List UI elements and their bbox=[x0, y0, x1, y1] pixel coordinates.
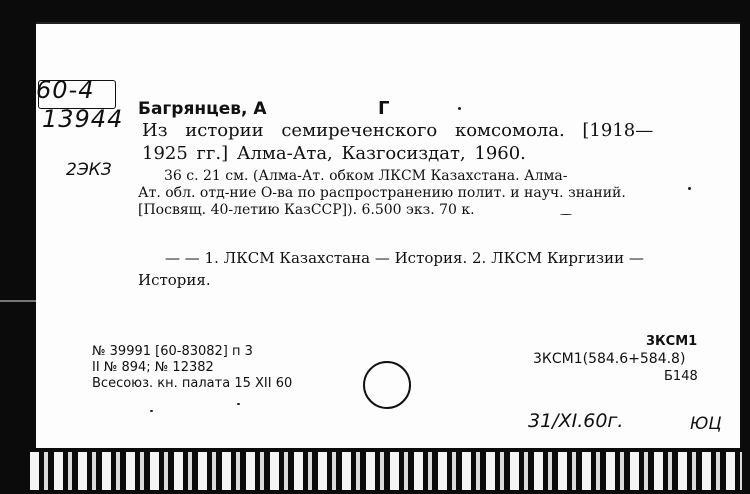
scan-speck bbox=[560, 214, 572, 215]
subject-headings-line-1: — — 1. ЛКСМ Казахстана — История. 2. ЛКСМ Киргизии — bbox=[165, 249, 644, 267]
title-line-2: 1925 гг.] Алма-Ата, Казгосиздат, 1960. bbox=[142, 143, 526, 164]
scan-border-left bbox=[0, 0, 38, 494]
registry-numbers-secondary: II № 894; № 12382 bbox=[92, 360, 214, 375]
classification-code: 3КСМ1 bbox=[646, 334, 698, 349]
scan-speck bbox=[237, 403, 240, 405]
author-name: Багрянцев, А bbox=[138, 99, 267, 119]
author-letter: Г bbox=[378, 98, 390, 119]
handwritten-call-number-top: 60-4 bbox=[36, 76, 95, 104]
film-strip bbox=[30, 452, 742, 490]
scan-speck bbox=[688, 187, 691, 190]
physical-description-line-1: 36 с. 21 см. (Алма-Ат. обком ЛКСМ Казахстана. Алма- bbox=[164, 168, 568, 184]
scan-speck bbox=[150, 410, 153, 412]
scan-speck bbox=[458, 107, 461, 110]
handwritten-copies-code: 2ЭКЗ bbox=[66, 160, 112, 180]
title-line-1: Из истории семиреченского комсомола. [1918— bbox=[142, 120, 654, 141]
author-mark: Б148 bbox=[664, 369, 698, 384]
handwritten-initials: ЮЦ bbox=[690, 414, 722, 434]
handwritten-date-mark: 31/XI.60г. bbox=[528, 410, 624, 432]
physical-description-line-3: [Посвящ. 40-летию КазССР]). 6.500 экз. 70 к. bbox=[138, 202, 475, 218]
handwritten-call-number-bottom: 13944 bbox=[42, 105, 124, 133]
subject-headings-line-2: История. bbox=[138, 271, 211, 289]
physical-description-line-2: Ат. обл. отд-ние О-ва по распространению полит. и науч. знаний. bbox=[138, 185, 626, 201]
book-chamber-imprint: Всесоюз. кн. палата 15 XII 60 bbox=[92, 376, 293, 391]
card-edge-mark bbox=[0, 300, 36, 302]
classification-index: 3КСМ1(584.6+584.8) bbox=[533, 351, 686, 367]
registry-number: № 39991 [60-83082] п 3 bbox=[92, 344, 253, 359]
stamp-circle bbox=[363, 361, 411, 409]
